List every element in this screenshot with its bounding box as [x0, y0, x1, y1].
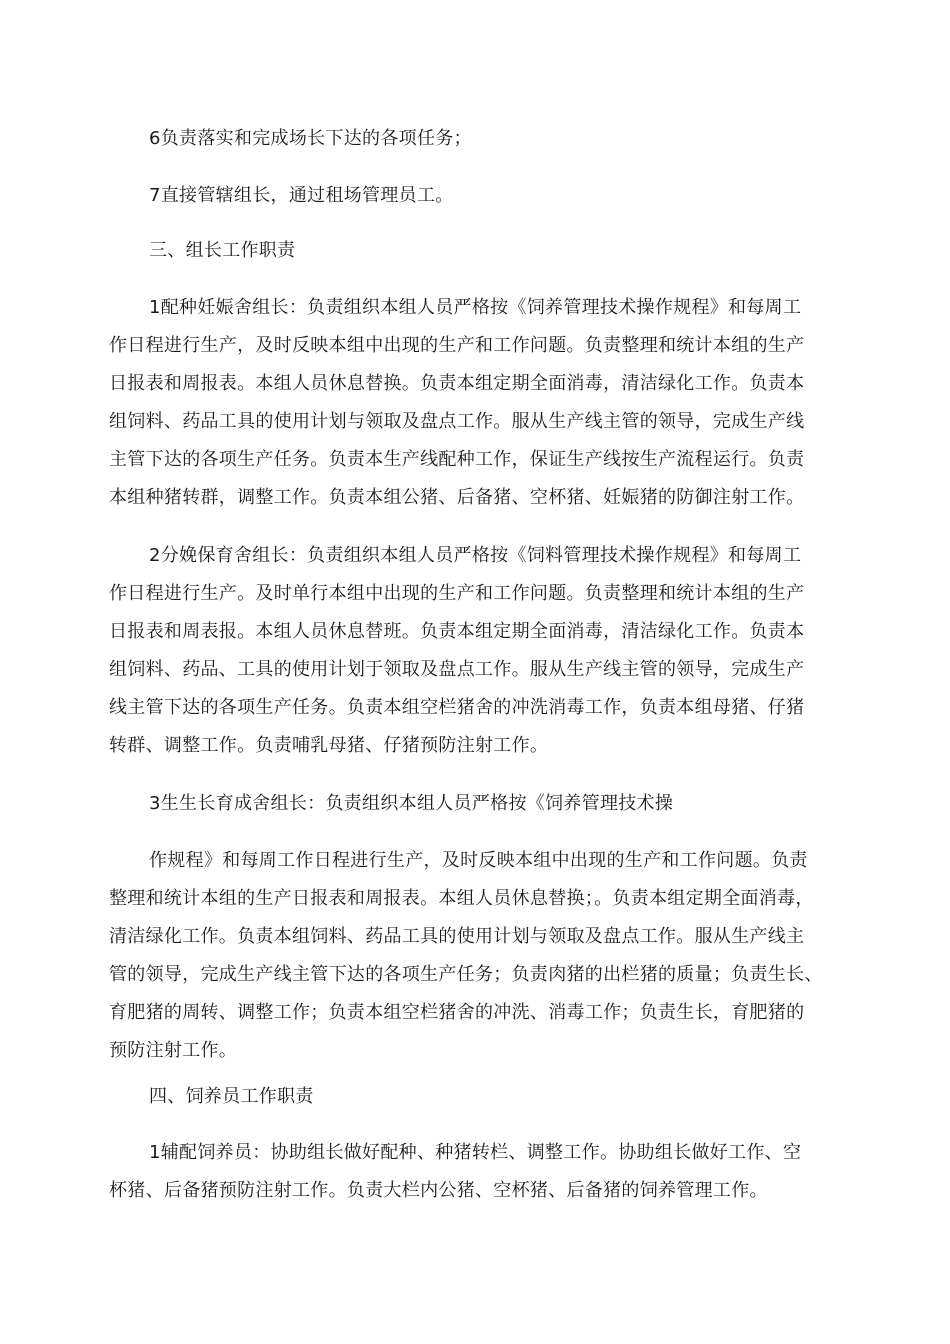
section-heading-4: 四、饲养员工作职责: [149, 1086, 314, 1107]
paragraph-line: 转群、调整工作。负责哺乳母猪、仔猪预防注射工作。: [109, 735, 549, 756]
paragraph-line: 预防注射工作。: [109, 1040, 238, 1061]
paragraph-line: 日报表和周报表。本组人员休息替换。负责本组定期全面消毒，清洁绿化工作。负责本: [109, 373, 805, 394]
paragraph-line: 本组种猪转群，调整工作。负责本组公猪、后备猪、空杯猪、妊娠猪的防御注射工作。: [109, 487, 805, 508]
list-item-7: 7直接管辖组长，通过租场管理员工。: [149, 185, 454, 206]
paragraph-line: 整理和统计本组的生产日报表和周报表。本组人员休息替换；。负责本组定期全面消毒，: [109, 888, 814, 909]
paragraph-line: 组饲料、药品工具的使用计划与领取及盘点工作。服从生产线主管的领导，完成生产线: [109, 411, 805, 432]
list-item-6: 6负责落实和完成场长下达的各项任务；: [149, 128, 472, 149]
paragraph-line: 主管下达的各项生产任务。负责本生产线配种工作，保证生产线按生产流程运行。负责: [109, 449, 805, 470]
paragraph-line: 作规程》和每周工作日程进行生产，及时反映本组中出现的生产和工作问题。负责: [149, 850, 808, 871]
paragraph-line: 管的领导，完成生产线主管下达的各项生产任务；负责肉猪的出栏猪的质量；负责生长、: [109, 964, 823, 985]
paragraph-line: 杯猪、后备猪预防注射工作。负责大栏内公猪、空杯猪、后备猪的饲养管理工作。: [109, 1180, 768, 1201]
paragraph-line: 组饲料、药品、工具的使用计划于领取及盘点工作。服从生产线主管的领导，完成生产: [109, 659, 805, 680]
paragraph-line: 作日程进行生产。及时单行本组中出现的生产和工作问题。负责整理和统计本组的生产: [109, 583, 805, 604]
paragraph-line: 线主管下达的各项生产任务。负责本组空栏猪舍的冲洗消毒工作，负责本组母猪、仔猪: [109, 697, 805, 718]
paragraph-line: 1辅配饲养员：协助组长做好配种、种猪转栏、调整工作。协助组长做好工作、空: [149, 1142, 802, 1163]
paragraph-line: 1配种妊娠舍组长：负责组织本组人员严格按《饲养管理技术操作规程》和每周工: [149, 297, 802, 318]
section-heading-3: 三、组长工作职责: [149, 240, 296, 261]
paragraph-line: 日报表和周表报。本组人员休息替班。负责本组定期全面消毒，清洁绿化工作。负责本: [109, 621, 805, 642]
paragraph-line: 育肥猪的周转、调整工作；负责本组空栏猪舍的冲洗、消毒工作；负责生长，育肥猪的: [109, 1002, 805, 1023]
paragraph-line: 2分娩保育舍组长：负责组织本组人员严格按《饲料管理技术操作规程》和每周工: [149, 545, 802, 566]
paragraph-line: 3生生长育成舍组长：负责组织本组人员严格按《饲养管理技术操: [149, 793, 674, 814]
paragraph-line: 作日程进行生产，及时反映本组中出现的生产和工作问题。负责整理和统计本组的生产: [109, 335, 805, 356]
paragraph-line: 清洁绿化工作。负责本组饲料、药品工具的使用计划与领取及盘点工作。服从生产线主: [109, 926, 805, 947]
